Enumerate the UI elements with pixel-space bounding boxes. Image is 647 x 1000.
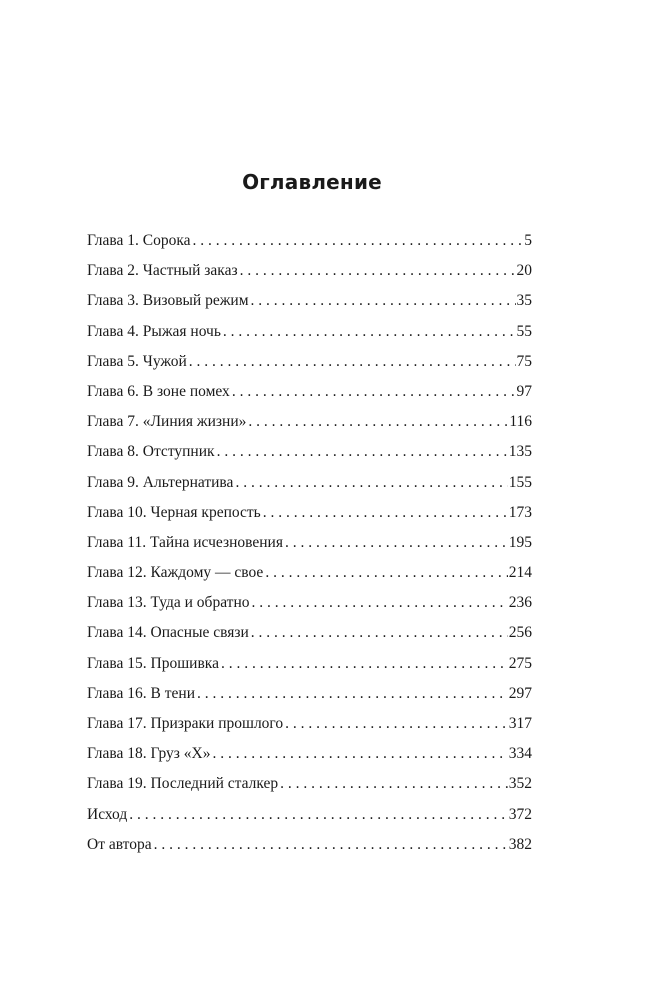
toc-entry xyxy=(87,407,532,437)
toc-entry-label: Глава 14. Опасные связи xyxy=(87,624,249,642)
toc-leader-dots xyxy=(213,739,508,769)
toc-entry xyxy=(87,226,532,256)
toc-entry-page: 382 xyxy=(508,835,532,853)
toc-entry-page: 75 xyxy=(516,352,532,370)
toc-entry-label: Глава 7. «Линия жизни» xyxy=(87,413,247,431)
toc-entry-page: 135 xyxy=(508,443,532,461)
toc-entry-label: Глава 13. Туда и обратно xyxy=(87,594,250,612)
table-of-contents xyxy=(87,226,532,860)
toc-entry-page: 97 xyxy=(516,382,532,400)
toc-leader-dots xyxy=(197,679,508,709)
toc-leader-dots xyxy=(235,468,507,498)
toc-entry xyxy=(87,498,532,528)
toc-entry xyxy=(87,769,532,799)
toc-leader-dots xyxy=(285,528,508,558)
toc-entry-page: 214 xyxy=(508,564,532,582)
toc-leader-dots xyxy=(129,800,508,830)
toc-entry-page: 352 xyxy=(508,775,532,793)
toc-entry-page: 297 xyxy=(508,684,532,702)
toc-entry xyxy=(87,649,532,679)
toc-entry-page: 317 xyxy=(508,715,532,732)
toc-entry xyxy=(87,347,532,377)
toc-entry-label: Глава 3. Визовый режим xyxy=(87,292,249,310)
toc-leader-dots xyxy=(285,709,508,739)
toc-entry-label: Глава 19. Последний сталкер xyxy=(87,775,279,793)
toc-entry-page: 372 xyxy=(508,805,532,823)
toc-entry-label: Глава 11. Тайна исчезновения xyxy=(87,533,283,551)
toc-entry-label: Глава 12. Каждому — свое xyxy=(87,564,264,582)
toc-entry-page: 195 xyxy=(508,533,532,551)
toc-entry-page: 173 xyxy=(508,503,532,521)
toc-leader-dots xyxy=(223,317,516,347)
toc-entry xyxy=(87,528,532,558)
toc-entry xyxy=(87,437,532,467)
toc-leader-dots xyxy=(240,256,516,286)
toc-entry xyxy=(87,588,532,618)
toc-entry-label: Глава 6. В зоне помех xyxy=(87,382,230,400)
toc-entry-page: 236 xyxy=(508,594,532,612)
toc-entry-label: Глава 5. Чужой xyxy=(87,352,187,370)
toc-entry-page: 20 xyxy=(516,262,532,280)
toc-entry-label: Глава 15. Прошивка xyxy=(87,654,219,672)
toc-leader-dots xyxy=(280,769,508,799)
toc-entry-page: 256 xyxy=(508,624,532,642)
toc-leader-dots xyxy=(251,618,508,648)
toc-entry-label: Глава 18. Груз «Х» xyxy=(87,745,211,763)
toc-entry-label: От автора xyxy=(87,835,152,853)
toc-entry xyxy=(87,739,532,769)
toc-entry-page: 5 xyxy=(524,232,532,249)
toc-entry xyxy=(87,558,532,588)
toc-entry xyxy=(87,679,532,709)
toc-leader-dots xyxy=(251,286,516,316)
toc-entry-label: Глава 8. Отступник xyxy=(87,443,215,461)
toc-leader-dots xyxy=(265,558,507,588)
toc-leader-dots xyxy=(193,226,524,256)
toc-leader-dots xyxy=(263,498,508,528)
toc-entry xyxy=(87,317,532,347)
page-title: Оглавление xyxy=(242,170,382,194)
toc-leader-dots xyxy=(189,347,516,377)
toc-entry xyxy=(87,618,532,648)
toc-entry-label: Исход xyxy=(87,805,128,823)
toc-leader-dots xyxy=(248,407,508,437)
toc-entry-page: 334 xyxy=(508,745,532,763)
toc-entry-label: Глава 4. Рыжая ночь xyxy=(87,322,221,340)
toc-entry-label: Глава 9. Альтернатива xyxy=(87,473,234,491)
toc-leader-dots xyxy=(217,437,508,467)
toc-entry-page: 55 xyxy=(516,322,532,340)
toc-entry-label: Глава 16. В тени xyxy=(87,684,195,702)
toc-entry-label: Глава 1. Сорока xyxy=(87,232,191,249)
toc-entry-page: 275 xyxy=(508,654,532,672)
toc-leader-dots xyxy=(154,830,508,860)
toc-entry-label: Глава 10. Черная крепость xyxy=(87,503,261,521)
toc-entry-page: 155 xyxy=(508,473,532,491)
toc-entry xyxy=(87,709,532,739)
toc-leader-dots xyxy=(232,377,516,407)
toc-entry-page: 116 xyxy=(509,413,532,431)
toc-entry xyxy=(87,377,532,407)
toc-entry xyxy=(87,800,532,830)
toc-leader-dots xyxy=(252,588,508,618)
toc-entry xyxy=(87,256,532,286)
toc-entry xyxy=(87,286,532,316)
toc-leader-dots xyxy=(221,649,508,679)
toc-entry xyxy=(87,468,532,498)
toc-entry-page: 35 xyxy=(516,292,532,310)
toc-entry xyxy=(87,830,532,860)
toc-entry-label: Глава 17. Призраки прошлого xyxy=(87,715,284,732)
toc-entry-label: Глава 2. Частный заказ xyxy=(87,262,238,280)
